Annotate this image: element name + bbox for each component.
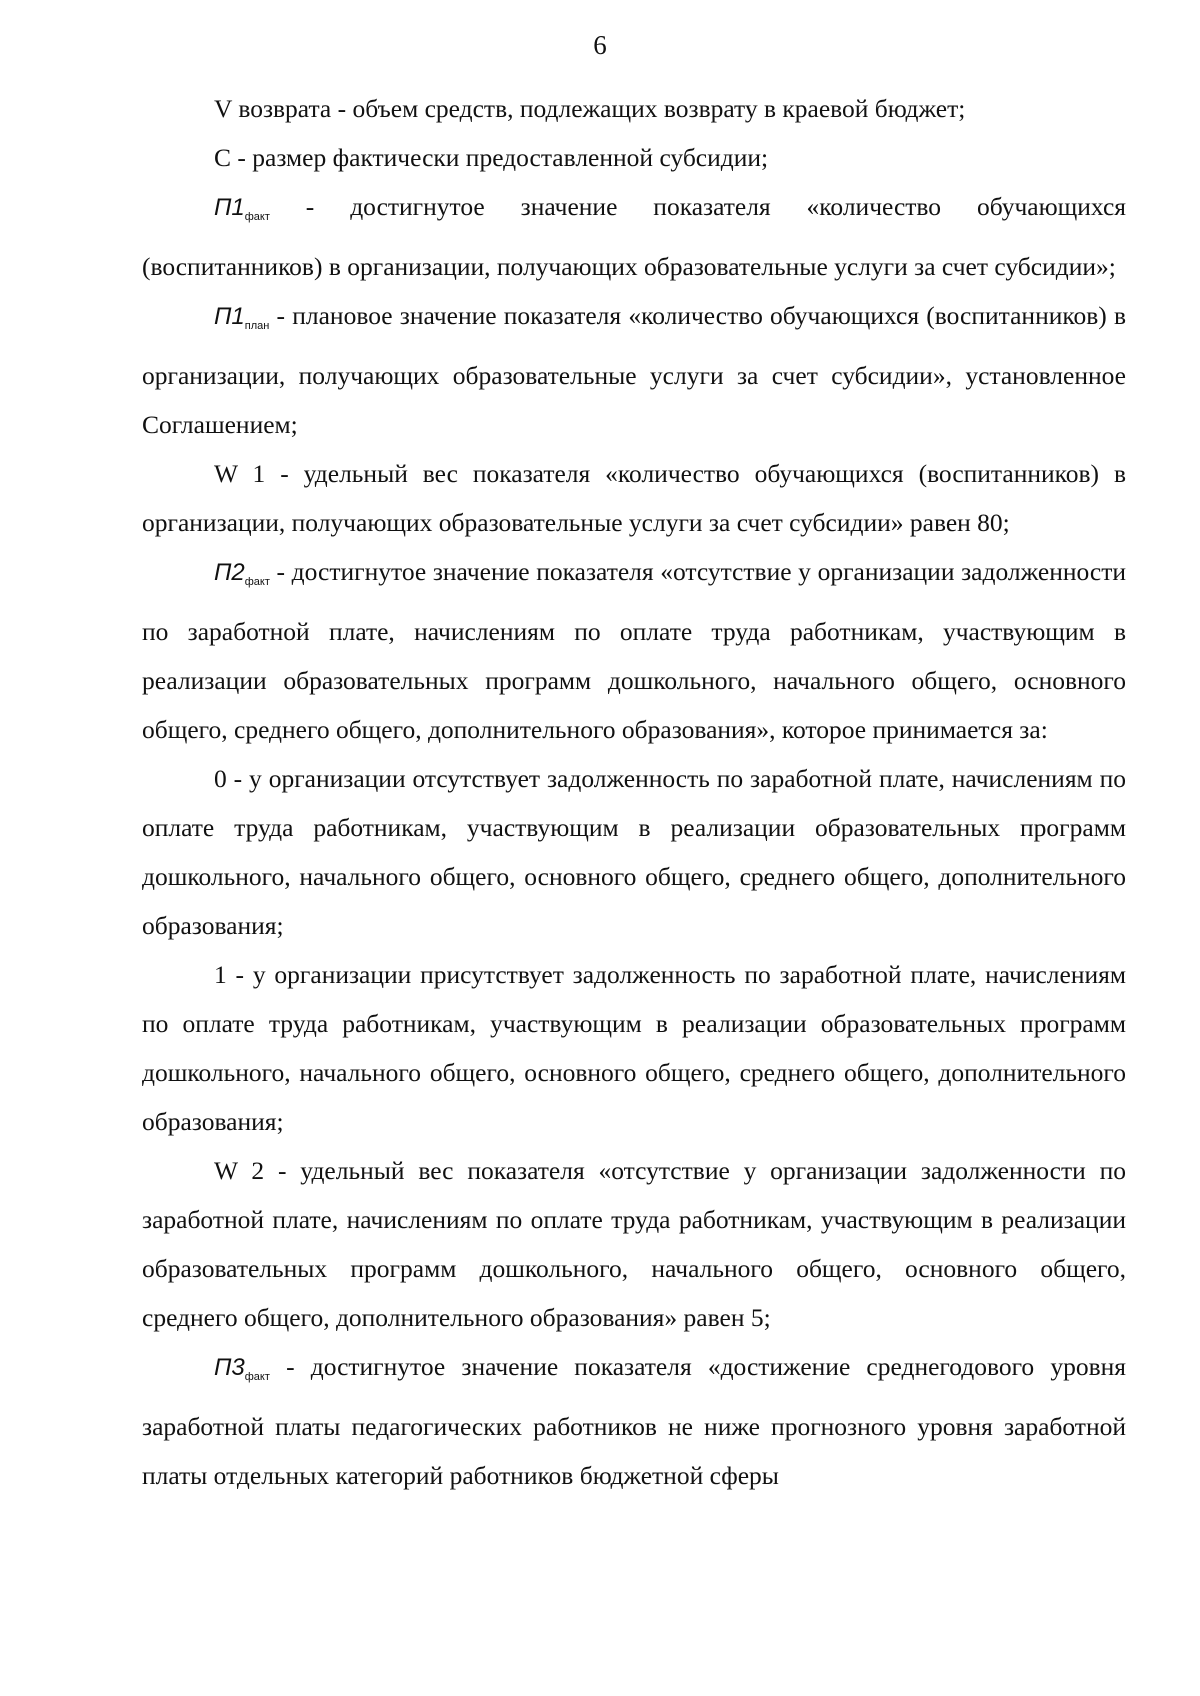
formula-subscript: факт: [244, 576, 270, 588]
paragraph-text: - достигнутое значение показателя «достижение среднегодового уровня заработной платы педагогических работников не ниже прогнозного уровня заработной платы отдельных категорий работников бюджетной сферы: [142, 1352, 1126, 1490]
paragraph-text: - достигнутое значение показателя «количество обучающихся (воспитанников) в организации, получающих образовательные услуги за счет субсидии»;: [142, 192, 1126, 281]
paragraph-p2-fact: [142, 547, 1126, 754]
paragraph-p1-plan: [142, 291, 1126, 449]
paragraph-p3-fact: [142, 1342, 1126, 1500]
paragraph-option-1: [142, 950, 1126, 1146]
document-body: [142, 84, 1126, 1500]
formula-subscript: факт: [244, 1371, 270, 1383]
paragraph-p1-fact: [142, 182, 1126, 291]
formula-subscript: факт: [244, 211, 270, 223]
page-number: 6: [593, 30, 607, 60]
formula-subscript: план: [244, 320, 270, 332]
paragraph-text: - плановое значение показателя «количество обучающихся (воспитанников) в организации, получающих образовательные услуги за счет субсидии», установленное Соглашением;: [142, 301, 1126, 439]
paragraph-text: 1 - у организации присутствует задолженность по заработной плате, начислениям по оплате труда работникам, участвующим в реализации образовательных программ дошкольного, начального общего, основного общего, среднего общего, дополнительного образования;: [142, 960, 1126, 1136]
paragraph-w1: [142, 449, 1126, 547]
paragraph-v-return: [142, 84, 1126, 133]
paragraph-text: W 1 - удельный вес показателя «количество обучающихся (воспитанников) в организации, получающих образовательные услуги за счет субсидии» равен 80;: [142, 459, 1126, 537]
paragraph-option-0: [142, 754, 1126, 950]
paragraph-text: V возврата - объем средств, подлежащих возврату в краевой бюджет;: [214, 94, 966, 123]
formula-symbol: П2: [214, 559, 245, 586]
formula-symbol: П1: [214, 194, 245, 221]
formula-symbol: П3: [214, 1354, 245, 1381]
paragraph-text: 0 - у организации отсутствует задолженность по заработной плате, начислениям по оплате труда работникам, участвующим в реализации образовательных программ дошкольного, начального общего, основного общего, среднего общего, дополнительного образования;: [142, 764, 1126, 940]
paragraph-text: С - размер фактически предоставленной субсидии;: [214, 143, 769, 172]
paragraph-text: - достигнутое значение показателя «отсутствие у организации задолженности по заработной плате, начислениям по оплате труда работникам, участвующим в реализации образовательных программ дошкольного, начального общего, основного общего, среднего общего, дополнительного образования», которое принимается за:: [142, 557, 1126, 744]
paragraph-c-subsidy: [142, 133, 1126, 182]
formula-symbol: П1: [214, 303, 245, 330]
paragraph-w2: [142, 1146, 1126, 1342]
paragraph-text: W 2 - удельный вес показателя «отсутствие у организации задолженности по заработной плате, начислениям по оплате труда работникам, участвующим в реализации образовательных программ дошкольного, начального общего, основного общего, среднего общего, дополнительного образования» равен 5;: [142, 1156, 1126, 1332]
